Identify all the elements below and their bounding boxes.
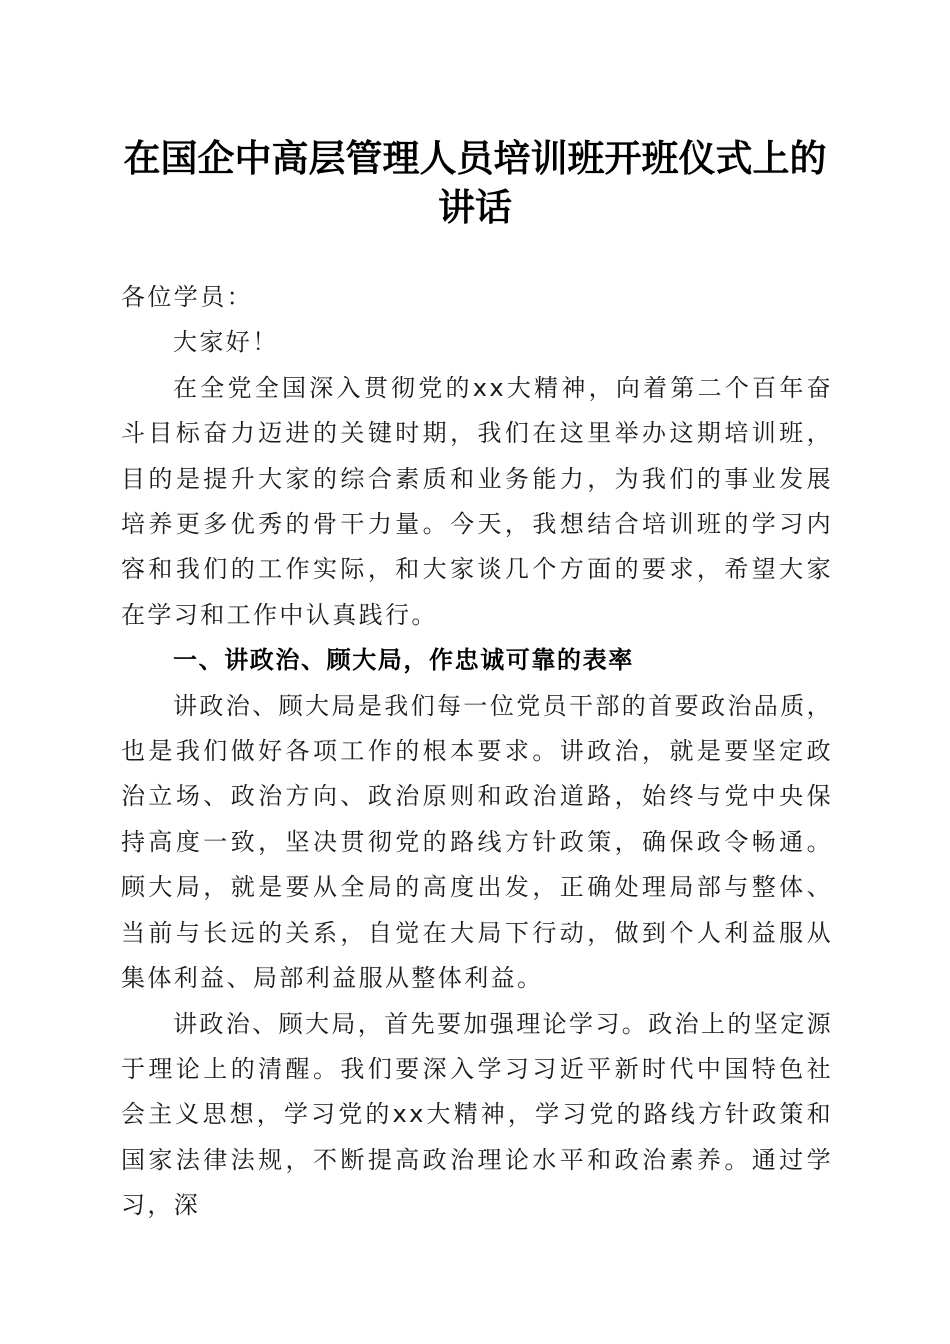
document-title: 在国企中高层管理人员培训班开班仪式上的讲话 [123,136,827,229]
section-heading-1: 一、讲政治、顾大局，作忠诚可靠的表率 [173,646,634,675]
section1-paragraph-1: 讲政治、顾大局是我们每一位党员干部的首要政治品质，也是我们做好各项工作的根本要求。讲政治，就是要坚定政治立场、政治方向、政治原则和政治道路，始终与党中央保持高度一致，坚决贯彻党的路线方针政策，确保政令畅通。顾大局，就是要从全局的高度出发，正确处理局部与整体、当前与长远的关系，自觉在大局下行动，做到个人利益服从集体利益、局部利益服从整体利益。 [121,691,833,993]
salutation: 各位学员： [121,283,253,311]
greeting: 大家好！ [173,328,279,357]
document-body [121,275,833,1229]
intro-paragraph: 在全党全国深入贯彻党的xx大精神，向着第二个百年奋斗目标奋力迈进的关键时期，我们在这里举办这期培训班，目的是提升大家的综合素质和业务能力，为我们的事业发展培养更多优秀的骨干力量。今天，我想结合培训班的学习内容和我们的工作实际，和大家谈几个方面的要求，希望大家在学习和工作中认真践行。 [121,373,833,629]
section1-paragraph-2: 讲政治、顾大局，首先要加强理论学习。政治上的坚定源于理论上的清醒。我们要深入学习习近平新时代中国特色社会主义思想，学习党的xx大精神，学习党的路线方针政策和国家法律法规，不断提高政治理论水平和政治素养。通过学习，深 [121,1009,833,1220]
